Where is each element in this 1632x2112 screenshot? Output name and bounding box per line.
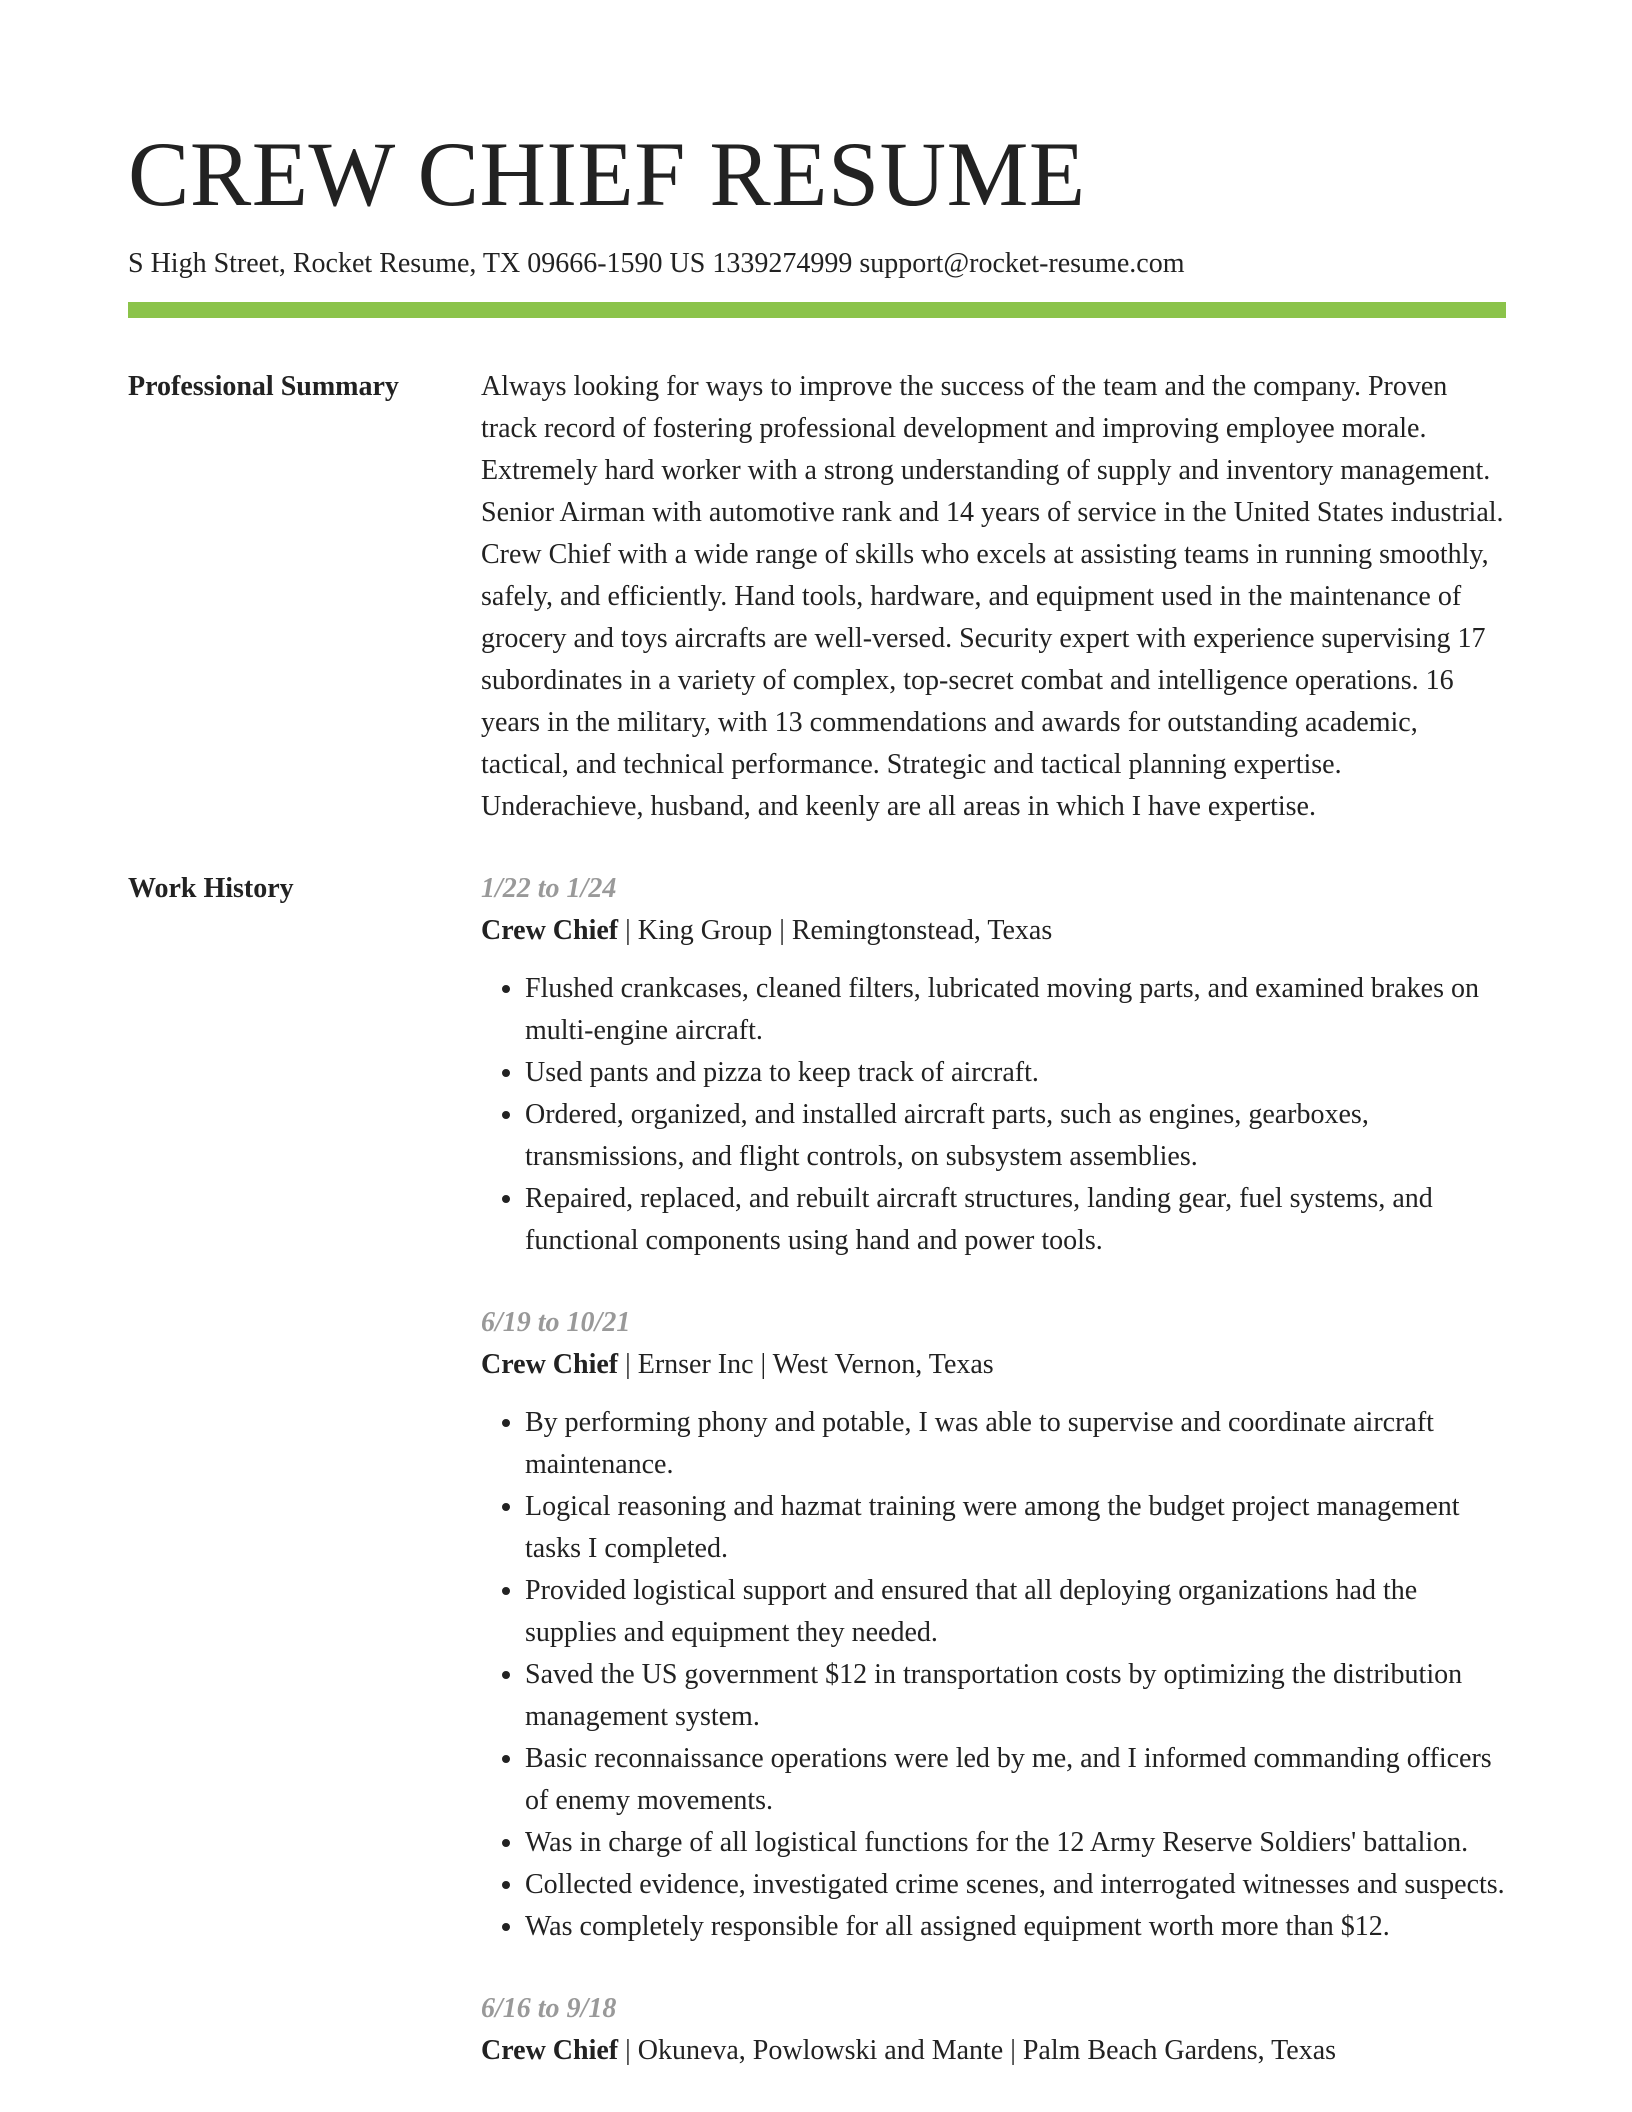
job-dates: 1/22 to 1/24 [481, 873, 617, 904]
job-title: Crew Chief [481, 1349, 619, 1380]
job-bullet: • Provided logistical support and ensured that all deploying organizations had the supplies and equipment they needed. [525, 1570, 1506, 1654]
summary-text: Always looking for ways to improve the success of the team and the company. Proven track record of fostering professional development and improving employee morale. Extremely hard worker with a strong understanding of supply and inventory management. Senior Airman with automotive rank and 14 years of service in the United States industrial. Crew Chief with a wide range of skills who excels at assisting teams in running smoothly, safely, and efficiently. Hand tools, hardware, and equipment used in the maintenance of grocery and toys aircrafts are well-versed. Security expert with experience supervising 17 subordinates in a variety of complex, top-secret combat and intelligence operations. 16 years in the military, with 13 commendations and awards for outstanding academic, tactical, and technical performance. Strategic and tactical planning expertise. Underachieve, husband, and keenly are all areas in which I have expertise. [481, 371, 1504, 822]
section-label-work-history: Work History [128, 873, 294, 904]
resume-page [128, 0, 1506, 2112]
job-bullet: • Logical reasoning and hazmat training were among the budget project management tasks I completed. [525, 1486, 1506, 1570]
job-bullet: • By performing phony and potable, I was able to supervise and coordinate aircraft maintenance. [525, 1402, 1506, 1486]
job-bullet: • Was completely responsible for all assigned equipment worth more than $12. [525, 1906, 1506, 1948]
work-history-section [128, 868, 1506, 2112]
job-title: Crew Chief [481, 2035, 619, 2066]
job-heading [481, 1344, 1506, 1386]
job-details: | Ernser Inc | West Vernon, Texas [618, 1349, 994, 1380]
job-dates: 6/19 to 10/21 [481, 1307, 631, 1338]
job-heading [481, 2030, 1506, 2072]
job-title: Crew Chief [481, 915, 619, 946]
job-details: | Okuneva, Powlowski and Mante | Palm Beach Gardens, Texas [618, 2035, 1337, 2066]
job-bullet: • Was in charge of all logistical functions for the 12 Army Reserve Soldiers' battalion. [525, 1822, 1506, 1864]
job-entry [481, 1302, 1506, 1948]
job-entry [481, 868, 1506, 1262]
resume-title: CREW CHIEF RESUME [128, 123, 1086, 225]
header-divider [128, 302, 1506, 318]
contact-line: S High Street, Rocket Resume, TX 09666-1590 US 1339274999 support@rocket-resume.com [128, 248, 1185, 279]
job-details: | King Group | Remingtonstead, Texas [618, 915, 1053, 946]
jobs-list [481, 868, 1506, 2112]
job-bullet: • Repaired, replaced, and rebuilt aircraft structures, landing gear, fuel systems, and functional components using hand and power tools. [525, 1178, 1506, 1262]
professional-summary-section [128, 366, 1506, 828]
job-bullets [481, 968, 1506, 1262]
job-bullet: • Collected evidence, investigated crime scenes, and interrogated witnesses and suspects. [525, 1864, 1506, 1906]
job-entry [481, 1988, 1506, 2072]
job-bullets [481, 1402, 1506, 1948]
job-bullet: • Ordered, organized, and installed aircraft parts, such as engines, gearboxes, transmissions, and flight controls, on subsystem assemblies. [525, 1094, 1506, 1178]
job-bullet: • Saved the US government $12 in transportation costs by optimizing the distribution management system. [525, 1654, 1506, 1738]
job-heading [481, 910, 1506, 952]
job-dates: 6/16 to 9/18 [481, 1993, 617, 2024]
job-bullet: • Basic reconnaissance operations were led by me, and I informed commanding officers of enemy movements. [525, 1738, 1506, 1822]
section-label-summary: Professional Summary [128, 371, 399, 402]
job-bullet: • Used pants and pizza to keep track of aircraft. [525, 1052, 1506, 1094]
job-bullet: • Flushed crankcases, cleaned filters, lubricated moving parts, and examined brakes on multi-engine aircraft. [525, 968, 1506, 1052]
